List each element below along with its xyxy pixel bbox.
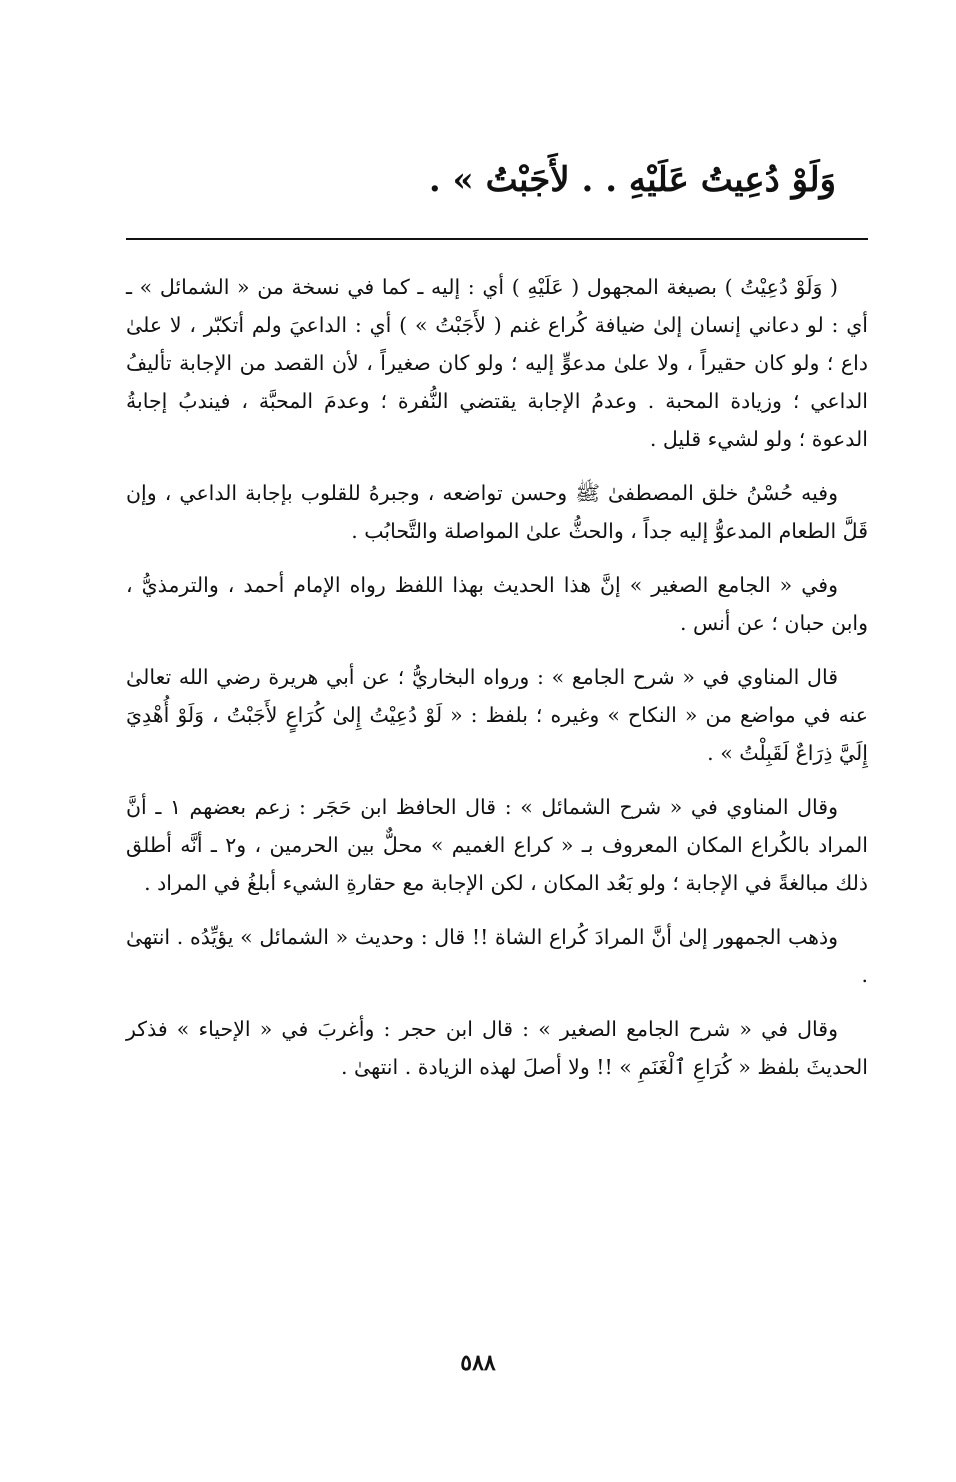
commentary-paragraph-4: قال المناوي في « شرح الجامع » : ورواه البخاريُّ ؛ عن أبي هريرة رضي الله تعالىٰ عنه في مواضع من « النكاح » وغيره ؛ بلفظ : « لَوْ دُعِيْتُ إِلىٰ كُرَاعٍ لأَجَبْتُ ، وَلَوْ أُهْدِيَ إِلَيَّ ذِرَاعٌ لَقَبِلْتُ » . xyxy=(126,665,868,765)
page-number: ٥٨٨ xyxy=(460,1350,496,1376)
hadith-text: وَلَوْ دُعِيتُ عَلَيْهِ . . لأَجَبْتُ » . xyxy=(428,160,836,200)
divider-rule xyxy=(126,238,868,240)
commentary-paragraph-6: وذهب الجمهور إلىٰ أنَّ المرادَ كُراع الشاة !! قال : وحديث « الشمائل » يؤيِّدُه . انتهىٰ . xyxy=(126,925,868,987)
commentary-paragraph-5: وقال المناوي في « شرح الشمائل » : قال الحافظ ابن حَجَر : زعم بعضهم ١ ـ أنَّ المراد بالكُراع المكان المعروف بـ « كراع الغميم » محلٌّ بين الحرمين ، و٢ ـ أنَّه أطلق ذلك مبالغةً في الإجابة ؛ ولو بَعُد المكان ، لكن الإجابة مع حقارةِ الشيء أبلغُ في المراد . xyxy=(126,795,869,895)
commentary-section xyxy=(126,268,868,1102)
commentary-paragraph-2: وفيه حُسْنُ خلق المصطفىٰ ﷺ وحسن تواضعه ، وجبرهُ للقلوب بإجابة الداعي ، وإن قَلَّ الطعام المدعوُّ إليه جداً ، والحثُّ علىٰ المواصلة والتَّحابُب . xyxy=(126,481,868,543)
commentary-paragraph-7: وقال في « شرح الجامع الصغير » : قال ابن حجر : وأغربَ في « الإحياء » فذكر الحديثَ بلفظ « كُرَاعِ ٱلْغَنَمِ » !! ولا أصلَ لهذه الزيادة . انتهىٰ . xyxy=(126,1017,868,1079)
commentary-paragraph-1: ( وَلَوْ دُعِيْتُ ) بصيغة المجهول ( عَلَيْهِ ) أي : إليه ـ كما في نسخة من « الشمائل » ـ أي : لو دعاني إنسان إلىٰ ضيافة كُراع غنم ( لأَجَبْتُ » ) أي : الداعيَ ولم أتكبّر ، لا علىٰ داع ؛ ولو كان حقيراً ، ولا علىٰ مدعوٍّ إليه ؛ ولو كان صغيراً ، لأن القصد من الإجابة تأليفُ الداعي ؛ وزيادة المحبة . وعدمُ الإجابة يقتضي النُّفرة ؛ وعدمَ المحبَّة ، فيندبُ إجابةُ الدعوة ؛ ولو لشيء قليل . xyxy=(126,275,868,451)
commentary-paragraph-3: وفي « الجامع الصغير » إنَّ هذا الحديث بهذا اللفظ رواه الإمام أحمد ، والترمذيُّ ، وابن حبان ؛ عن أنس . xyxy=(126,573,868,635)
